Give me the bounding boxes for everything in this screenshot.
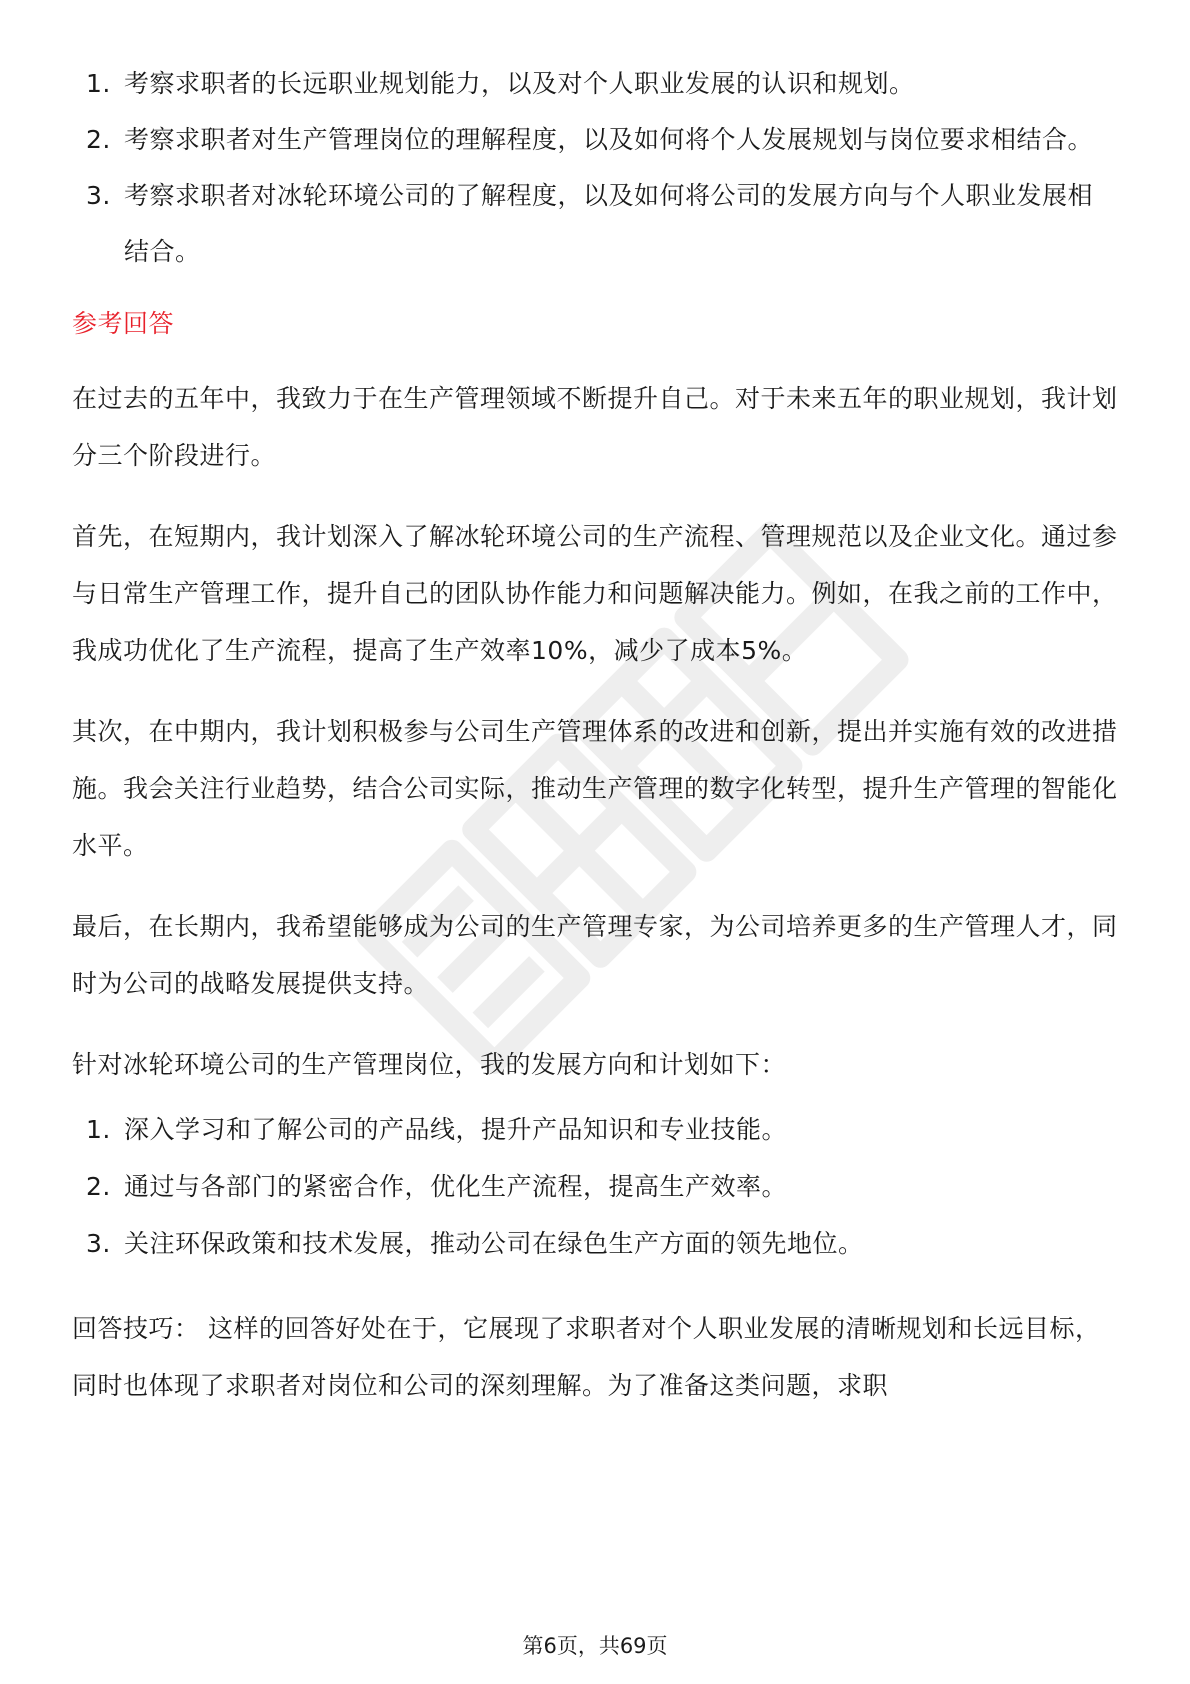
paragraph-short-term: 首先，在短期内，我计划深入了解冰轮环境公司的生产流程、管理规范以及企业文化。通过参与日常生产管理工作，提升自己的团队协作能力和问题解决能力。例如，在我之前的工作中，我成功优化了生产流程，提高了生产效率10%，减少了成本5%。: [72, 522, 1118, 665]
list-item: [72, 112, 1118, 168]
paragraph-mid-term: 其次，在中期内，我计划积极参与公司生产管理体系的改进和创新，提出并实施有效的改进措施。我会关注行业趋势，结合公司实际，推动生产管理的数字化转型，提升生产管理的智能化水平。: [72, 717, 1118, 860]
list-number: 3.: [86, 1229, 111, 1258]
list-item: [72, 168, 1118, 280]
paragraph-plan-intro: 针对冰轮环境公司的生产管理岗位，我的发展方向和计划如下：: [72, 1050, 787, 1079]
paragraph-intro: 在过去的五年中，我致力于在生产管理领域不断提升自己。对于未来五年的职业规划，我计划分三个阶段进行。: [72, 384, 1118, 470]
list-item-text: 考察求职者对冰轮环境公司的了解程度，以及如何将公司的发展方向与个人职业发展相结合。: [124, 181, 1094, 266]
list-item-text: 关注环保政策和技术发展，推动公司在绿色生产方面的领先地位。: [124, 1229, 864, 1258]
evaluation-points-list: [72, 56, 1118, 280]
list-item: [72, 1215, 1118, 1272]
paragraph-answer-tips: 回答技巧： 这样的回答好处在于，它展现了求职者对个人职业发展的清晰规划和长远目标，同时也体现了求职者对岗位和公司的深刻理解。为了准备这类问题，求职: [72, 1314, 1101, 1400]
list-item-text: 考察求职者对生产管理岗位的理解程度，以及如何将个人发展规划与岗位要求相结合。: [124, 125, 1094, 154]
main-content: [72, 56, 1118, 1438]
list-item-text: 考察求职者的长远职业规划能力，以及对个人职业发展的认识和规划。: [124, 69, 915, 98]
list-number: 2.: [86, 1172, 111, 1201]
list-item-text: 深入学习和了解公司的产品线，提升产品知识和专业技能。: [124, 1115, 788, 1144]
list-item: [72, 1158, 1118, 1215]
paragraph-long-term: 最后，在长期内，我希望能够成为公司的生产管理专家，为公司培养更多的生产管理人才，同时为公司的战略发展提供支持。: [72, 912, 1118, 998]
list-item: [72, 1101, 1118, 1158]
page-number-footer: 第6页，共69页: [522, 1634, 668, 1658]
list-item-text: 通过与各部门的紧密合作，优化生产流程，提高生产效率。: [124, 1172, 788, 1201]
list-number: 1.: [86, 69, 111, 98]
list-number: 2.: [86, 125, 111, 154]
list-item: [72, 56, 1118, 112]
list-number: 1.: [86, 1115, 111, 1144]
development-plan-list: [72, 1101, 1118, 1272]
list-number: 3.: [86, 181, 111, 210]
section-heading-reference-answer: 参考回答: [72, 309, 175, 338]
